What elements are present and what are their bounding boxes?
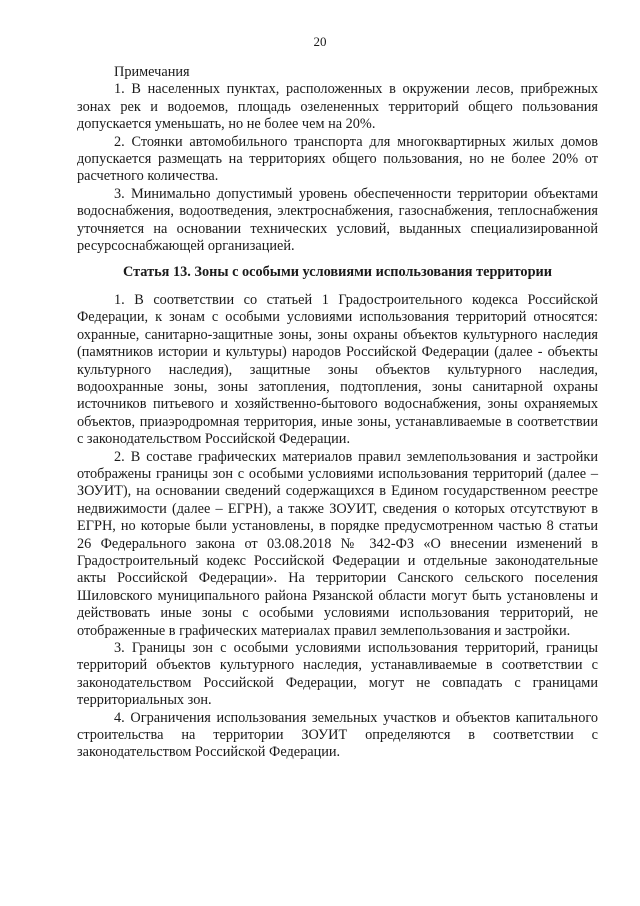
article-paragraph-3: 3. Границы зон с особыми условиями использования территорий, границы территорий объектов культурного наследия, устанавливаемые в соответствии с законодательством Российской Федерации, могут не совпадать с границами территориальных зон. bbox=[77, 640, 598, 709]
notes-title: Примечания bbox=[114, 64, 190, 80]
article-heading: Статья 13. Зоны с особыми условиями использования территории bbox=[122, 264, 553, 281]
article-paragraph-4: 4. Ограничения использования земельных участков и объектов капитального строительства на территории ЗОУИТ определяются в соответствии с законодательством Российской Федерации. bbox=[77, 709, 598, 761]
article-paragraph-2: 2. В составе графических материалов правил землепользования и застройки отображены границы зон с особыми условиями использования территорий (далее – ЗОУИТ), на основании сведений содержащихся в Едином государственном реестре недвижимости (далее – ЕГРН), а также ЗОУИТ, сведения о которых отсутствуют в ЕГРН, но которые были установлены, в порядке предусмотренном частью 8 статьи 26 Федерального закона от 03.08.2018 № 342-ФЗ «О внесении изменений в Градостроительный кодекс Российской Федерации и отдельные законодательные акты Российской Федерации». На территории Санского сельского поселения Шиловского муниципального района Рязанской области могут быть установлены и действовать иные зоны с особыми условиями использования территорий, не отображенные в графических материалах правил землепользования и застройки. bbox=[77, 448, 598, 639]
note-item-3: 3. Минимально допустимый уровень обеспеченности территории объектами водоснабжения, водоотведения, электроснабжения, газоснабжения, теплоснабжения уточняется на основании технических условий, выданных специализированной ресурсоснабжающей организацией. bbox=[77, 185, 598, 255]
page-number: 20 bbox=[313, 34, 327, 49]
note-item-2: 2. Стоянки автомобильного транспорта для многоквартирных жилых домов допускается размещать на территориях общего пользования, но не более 20% от расчетного количества. bbox=[77, 133, 598, 185]
page-body bbox=[77, 64, 598, 762]
note-item-1: 1. В населенных пунктах, расположенных в окружении лесов, прибрежных зонах рек и водоемов, площадь озелененных территорий общего пользования допускается уменьшать, но не более чем на 20%. bbox=[77, 81, 598, 133]
article-paragraph-1: 1. В соответствии со статьей 1 Градостроительного кодекса Российской Федерации, к зонам с особыми условиями использования территорий относятся: охранные, санитарно-защитные зоны, зоны охраны объектов культурного наследия (памятников истории и культуры) народов Российской Федерации (далее - объекты культурного наследия), защитные зоны объектов культурного наследия, водоохранные зоны, зоны затопления, подтопления, зоны санитарной охраны источников питьевого и хозяйственно-бытового водоснабжения, зоны охраняемых объектов, приаэродромная территория, иные зоны, устанавливаемые в соответствии с законодательством Российской Федерации. bbox=[77, 291, 598, 448]
